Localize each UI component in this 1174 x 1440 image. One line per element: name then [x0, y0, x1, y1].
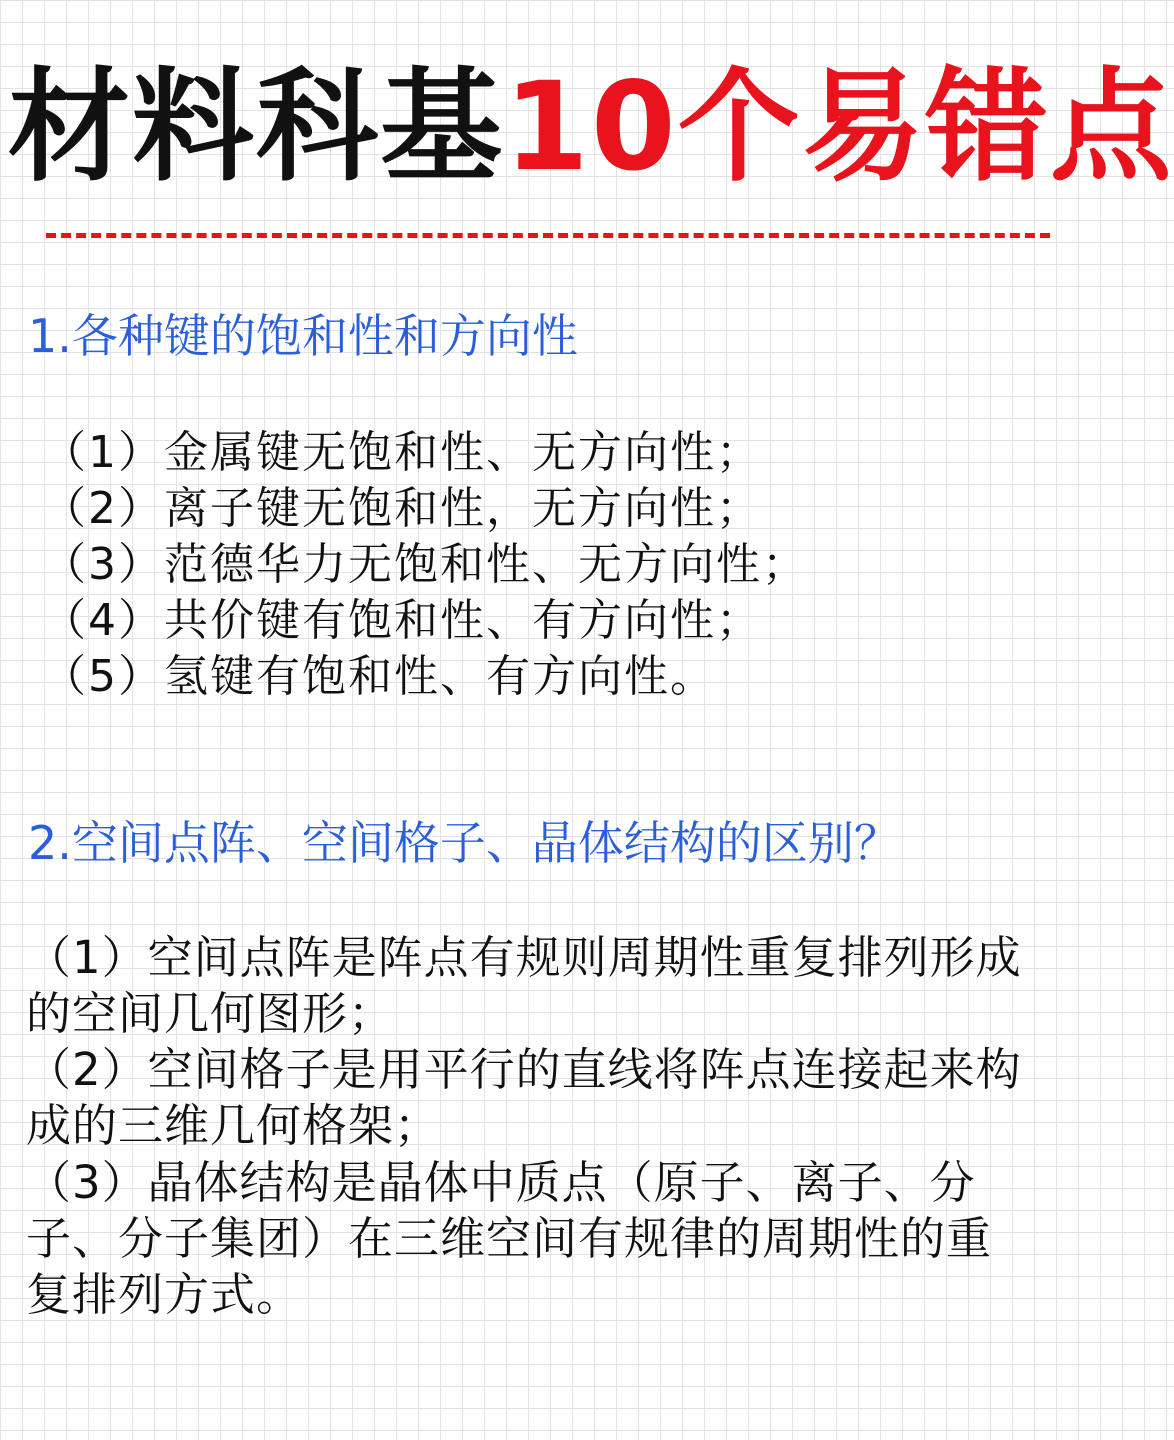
- section-2-paragraph: （2）空间格子是用平行的直线将阵点连接起来构成的三维几何格架；: [26, 1043, 1022, 1152]
- section-1-list: [42, 425, 808, 705]
- list-item: （2）离子键无饱和性，无方向性；: [42, 483, 762, 534]
- section-1-heading: 1.各种键的饱和性和方向性: [28, 309, 578, 363]
- list-item: （5）氢键有饱和性、有方向性。: [42, 651, 716, 702]
- title-prefix: 材料科基: [8, 56, 504, 198]
- title-divider: [46, 233, 1050, 238]
- section-2-heading: 2.空间点阵、空间格子、晶体结构的区别？: [28, 816, 900, 870]
- title-highlight: 10个易错点: [504, 56, 1174, 198]
- list-item: （1）金属键无饱和性、无方向性；: [42, 427, 762, 478]
- page-title: [8, 56, 1174, 198]
- list-item: （4）共价键有饱和性、有方向性；: [42, 595, 762, 646]
- section-2-paragraph: （1）空间点阵是阵点有规则周期性重复排列形成的空间几何图形；: [26, 931, 1022, 1040]
- section-2-paragraph: （3）晶体结构是晶体中质点（原子、离子、分子、分子集团）在三维空间有规律的周期性的重复排列方式。: [26, 1156, 993, 1321]
- list-item: （3）范德华力无饱和性、无方向性；: [42, 539, 808, 590]
